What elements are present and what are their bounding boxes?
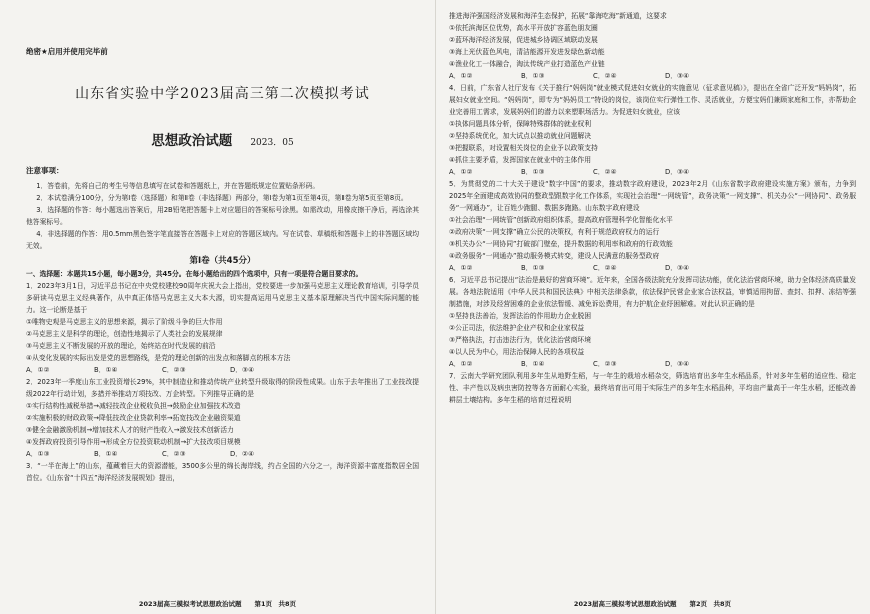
q3-option-c[interactable]: C．②④ <box>593 72 617 80</box>
q1-item: ④从变化发展的实际出发是党的思想路线，是党的理论创新的出发点和落脚点的根本方法 <box>26 354 291 362</box>
part-heading: 第Ⅰ卷（共45分） <box>189 256 256 266</box>
right-page <box>435 0 870 614</box>
q3-options <box>449 70 856 82</box>
q1-item: ③马克思主义不断发展的开放的理论，始终站在时代发展的前沿 <box>26 342 216 350</box>
q6-stem: 6．习近平总书记提出“法治是最好的营商环境”。近年来，全国各级法院充分发挥司法功能，优化法治营商环境，助力全体经济高质量发展。各地法院适用《中华人民共和国民法典》中相关法律条款，依法保护民营企业家合法权益，审慎适用拘留、查封、扣押、冻结等强制措施，对涉及经营困难的企业依法暂缓、减免诉讼费用，有力护航企业纾困解难。对此认识正确的是 <box>449 276 856 308</box>
q3-option-a[interactable]: A．①② <box>449 72 473 80</box>
q6-option-b[interactable]: B．①④ <box>521 360 545 368</box>
notes-heading: 注意事项： <box>26 166 64 175</box>
q1-option-d[interactable]: D．③④ <box>230 366 255 374</box>
page-footer-1: 2023届高三模拟考试思想政治试题 第1页 共8页 <box>138 600 297 608</box>
subject-name: 思想政治试题 <box>151 133 233 149</box>
q1-options <box>26 364 419 376</box>
q1-stem: 1．2023年3月1日，习近平总书记在中央党校建校90周年庆祝大会上指出，党校要进一步加强马克思主义理论教育培训，引导学员多研读马克思主义经典著作，从中真正体悟马克思主义大本大源，切实提高运用马克思主义基本原理解决当代中国实际问题的能力。这一论断是基于 <box>26 282 419 314</box>
q2-options <box>26 448 419 460</box>
q3-item: ③海上光伏蓝色风电，清洁能源开发进发绿色新动能 <box>449 48 605 56</box>
q4-options <box>449 166 856 178</box>
q5-option-b[interactable]: B．①③ <box>521 264 545 272</box>
q2-item: ①实行结构性减税举措→减轻技改企业税收负担→鼓励企业加强技术改造 <box>26 402 241 410</box>
q1-item: ①唯物史观是马克思主义的思想来源，揭示了阶级斗争的巨大作用 <box>26 318 223 326</box>
q6-option-c[interactable]: C．②③ <box>593 360 617 368</box>
q5-item: ②政府决策“一网支撑”确立公民的决策权，有利于规范政府权力的运行 <box>449 228 660 236</box>
q4-option-d[interactable]: D．③④ <box>665 168 690 176</box>
q3-option-b[interactable]: B．①③ <box>521 72 545 80</box>
q6-option-a[interactable]: A．①② <box>449 360 473 368</box>
q4-item: ①执体问题具体分析，保障特殊群体的就业权利 <box>449 120 592 128</box>
q5-option-c[interactable]: C．②④ <box>593 264 617 272</box>
q6-option-d[interactable]: D．③④ <box>665 360 690 368</box>
q2-item: ③健全金融激励机制→增加技术人才的财产性收入→激发技术创新活力 <box>26 426 234 434</box>
q2-option-a[interactable]: A．①③ <box>26 450 50 458</box>
q3-item: ②蓝环海洋经济发展，促进城乡协调区域联动发展 <box>449 36 598 44</box>
q1-option-a[interactable]: A．①② <box>26 366 50 374</box>
q1-option-b[interactable]: B．①④ <box>94 366 118 374</box>
q3-option-d[interactable]: D．③④ <box>665 72 690 80</box>
q4-item: ③把握联系，对设置相关岗位的企业予以政策支持 <box>449 144 598 152</box>
q5-options <box>449 262 856 274</box>
subject-title <box>26 129 419 149</box>
note-2: 2．本试卷满分100分，分为第Ⅰ卷（选择题）和第Ⅱ卷（非选择题）两部分，第Ⅰ卷为第1页至第4页，第Ⅱ卷为第5页至第8页。 <box>36 194 408 202</box>
q3-item: ④渔业化工一体融合，淘汰传统产业打造蓝色产业链 <box>449 60 605 68</box>
q5-item: ③机关办公“一网协同”打破部门壁垒，提升数据的利用率和政府的行政效能 <box>449 240 673 248</box>
note-4: 4．非选择题的作答：用0.5mm黑色签字笔直接答在答题卡上对应的答题区域内。写在试卷、草稿纸和答题卡上的非答题区域均无效。 <box>26 230 419 250</box>
q5-option-a[interactable]: A．①② <box>449 264 473 272</box>
q3-stem: 3．“一半在海上”的山东，蕴藏着巨大的资源潜能，3500多公里的绵长海岸线，约占全国的六分之一，海洋资源丰富度指数居全国首位。《山东省“十四五”海洋经济发展规划》提出， <box>26 462 419 482</box>
q6-item: ②公正司法，依法维护企业产权和企业家权益 <box>449 324 585 332</box>
q4-stem: 4．日前，广东省人社厅发布《关于推行“妈妈岗”就业模式促进妇女就业的实施意见（征求意见稿）》，提出在全省广泛开发“妈妈岗”，拓展妇女就业空间。“妈妈岗”，即专为“妈妈员工”特设的岗位，该岗位实行弹性工作、灵活就业，方便宝妈们兼顾家庭和工作，亦帮助企业完善用工需求，发展妈妈们的潜力以来塑职场活力。为促进妇女就业，应该 <box>449 84 856 116</box>
q5-stem: 5．为贯彻党的二十大关于建设“数字中国”的要求，推动数字政府建设，2023年2月《山东省数字政府建设实施方案》颁布，力争到2025年全面建成高效协同的整政型跟数字化工作体系，实现社会治理“一网统管”，政务决策“一网支撑”、机关办公“一网协同”、政务服务“一网通办”，让百姓少跑腿、数据多跑路。山东数字政府建设 <box>449 180 856 212</box>
q2-stem: 2．2023年一季度山东工业投资增长29%，其中制造业和推动传统产业转型升级取得的阶段性成果。山东于去年推出了工业技改提级2022年行动计划，多措并举推动万项技改、万企转型。下列推导正确的是 <box>26 378 419 398</box>
q1-option-c[interactable]: C．②③ <box>162 366 186 374</box>
q4-option-b[interactable]: B．①③ <box>521 168 545 176</box>
q2-option-c[interactable]: C．②③ <box>162 450 186 458</box>
q2-item: ②实施积极的财政政策→降低技改企业贷款利率→拓宽技改企业融资渠道 <box>26 414 241 422</box>
q6-item: ③严格执法，打击违法行为，优化法治营商环境 <box>449 336 592 344</box>
q2-option-b[interactable]: B．①④ <box>94 450 118 458</box>
q3-stem-continued: 推进海洋强国经济发展和海洋生态保护，拓展“靠海吃海”新通道，这要求 <box>449 12 667 20</box>
q5-item: ①社会治理“一网统管”创新政府组织体系，提高政府管理科学化智能化水平 <box>449 216 673 224</box>
q6-options <box>449 358 856 370</box>
q4-option-c[interactable]: C．②④ <box>593 168 617 176</box>
page-footer-2: 2023届高三模拟考试思想政治试题 第2页 共8页 <box>573 600 732 608</box>
note-3: 3．选择题的作答：每小题选出答案后，用2B铅笔把答题卡上对应题目的答案标号涂黑。如需改动，用橡皮擦干净后，再选涂其他答案标号。 <box>26 206 419 226</box>
exam-date: 2023．05 <box>250 138 294 148</box>
q5-option-d[interactable]: D．③④ <box>665 264 690 272</box>
q6-item: ①坚持良法善治，发挥法治的作用助力企业脱困 <box>449 312 592 320</box>
q2-option-d[interactable]: D．②④ <box>230 450 255 458</box>
q2-item: ④发挥政府投资引导作用→形成全方位投资联动机制→扩大技改项目规模 <box>26 438 241 446</box>
note-1: 1．答卷前，先将自己的考生号等信息填写在试卷和答题纸上，并在答题纸规定位置贴条形码。 <box>36 182 320 190</box>
confidential-label: 绝密★启用并使用完毕前 <box>26 47 108 56</box>
school-title: 山东省实验中学2023届高三第二次模拟考试 <box>75 86 370 102</box>
q3-item: ①依托滨海区位优势，高水平开放扩容蓝色朋友圈 <box>449 24 598 32</box>
q5-item: ④政务服务“一网通办”推动服务模式转变，建设人民满意的服务型政府 <box>449 252 660 260</box>
q7-stem: 7．云南大学研究团队利用多年生从地野生稻，与一年生的栽培水稻杂交，筛选培育出多年生水稻品系，针对多年生稻的适应性、稳定性、丰产性以及病虫害防控等各方面耐心实验，最终培育出可用于实际生产的多年生水稻品种，平均亩产量高于一年生水稻，还能改善耕层土壤结构。多年生稻的培育过程说明 <box>449 372 856 404</box>
q4-option-a[interactable]: A．①② <box>449 168 473 176</box>
q1-item: ②马克思主义是科学的理论，创造性地揭示了人类社会的发展规律 <box>26 330 223 338</box>
section-heading: 一、选择题：本题共15小题，每小题3分，共45分。在每小题给出的四个选项中，只有一项是符合题目要求的。 <box>26 270 363 278</box>
q6-item: ④以人民为中心，用法治保障人民的各项权益 <box>449 348 585 356</box>
q4-item: ②坚持系统优化，加大试点以推动就业问题解决 <box>449 132 592 140</box>
q4-item: ④抓住主要矛盾，发挥国家在就业中的主体作用 <box>449 156 592 164</box>
